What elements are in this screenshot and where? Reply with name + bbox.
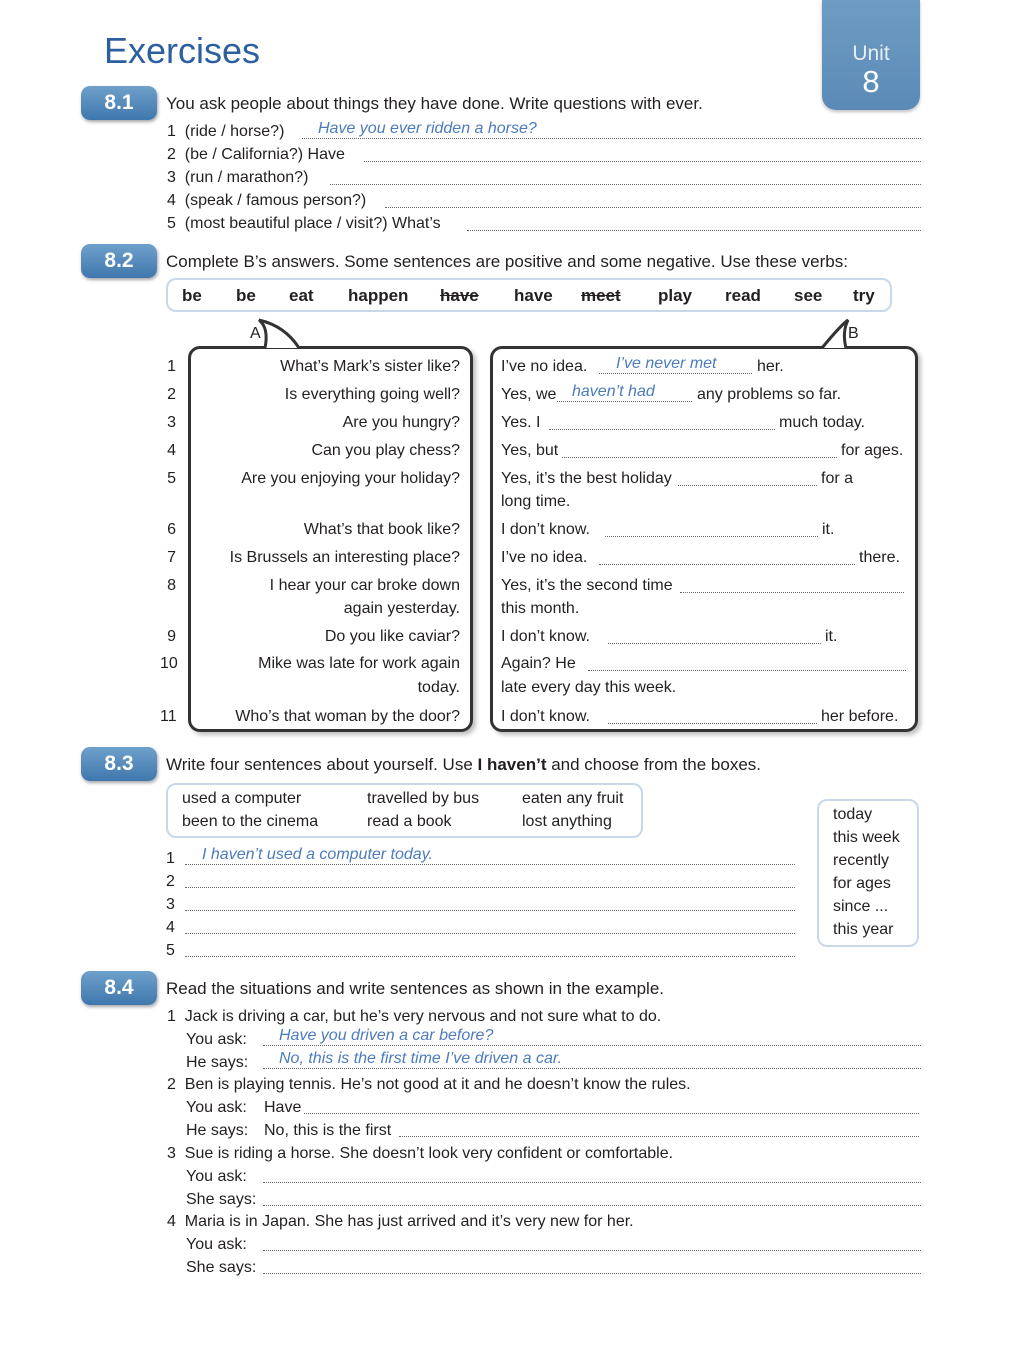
speaker-b-text: I don’t know. — [501, 521, 590, 538]
phrase-item: used a computer — [182, 790, 302, 807]
speaker-b-text-end: much today. — [779, 414, 865, 431]
speaker-a-line-cont: today. — [417, 679, 460, 696]
ex84-situation-1: 1 Jack is driving a car, but he’s very nervous and not sure what to do. — [167, 1008, 662, 1025]
unit-number: 8 — [862, 64, 880, 99]
speaker-b-text: Yes, we — [501, 386, 557, 403]
phrase-item: read a book — [367, 813, 452, 830]
verb-item: read — [725, 286, 761, 305]
unit-label: Unit — [852, 42, 890, 65]
ex81-answer-line-5[interactable] — [467, 213, 921, 231]
ex84-situation-2: 2 Ben is playing tennis. He’s not good at it and he doesn’t know the rules. — [167, 1076, 691, 1093]
row-number: 6 — [167, 521, 176, 538]
speaker-b-text: Yes, it’s the second time — [501, 577, 673, 594]
speaker-label-a: A — [250, 325, 261, 342]
exercise-8-1-instruction: You ask people about things they have done. Write questions with ever. — [166, 94, 703, 113]
ex84-say-line-3[interactable] — [263, 1188, 921, 1206]
speaker-b-text-end: it. — [825, 628, 838, 645]
ex84-situation-3: 3 Sue is riding a horse. She doesn’t look very confident or comfortable. — [167, 1145, 674, 1162]
time-item: for ages — [833, 875, 891, 892]
ex84-situation-4: 4 Maria is in Japan. She has just arrived and it’s very new for her. — [167, 1213, 634, 1230]
ex82-answer-line-11[interactable] — [608, 706, 817, 724]
exercise-badge-8-2: 8.2 — [81, 244, 157, 278]
ex83-answer-1: I haven’t used a computer today. — [202, 846, 433, 863]
you-ask-label: You ask: — [186, 1168, 247, 1185]
speaker-a-line: What’s Mark’s sister like? — [280, 358, 460, 375]
exercise-8-2-instruction: Complete B’s answers. Some sentences are positive and some negative. Use these verbs: — [166, 252, 848, 271]
speaker-a-line: Is Brussels an interesting place? — [229, 549, 460, 566]
verb-item: happen — [348, 286, 409, 305]
ex84-ask-prefix-2: Have — [264, 1099, 302, 1116]
row-number: 5 — [167, 470, 176, 487]
ex83-answer-line-5[interactable] — [185, 939, 795, 957]
speaker-a-line: I hear your car broke down — [269, 577, 460, 594]
speaker-a-line: Are you hungry? — [342, 414, 460, 431]
ex82-answer-line-9[interactable] — [608, 626, 821, 644]
speaker-b-text: I’ve no idea. — [501, 549, 588, 566]
verb-item: see — [794, 286, 823, 305]
speaker-b-text: I don’t know. — [501, 628, 590, 645]
ex82-answer-line-7[interactable] — [599, 547, 855, 565]
time-item: this week — [833, 829, 900, 846]
speaker-a-line: Mike was late for work again — [258, 655, 460, 672]
ex84-ask-answer-1: Have you driven a car before? — [279, 1027, 494, 1044]
verb-item: eat — [289, 286, 314, 305]
exercise-badge-8-4: 8.4 — [81, 971, 157, 1005]
phrase-item: travelled by bus — [367, 790, 480, 807]
speaker-a-line-cont: again yesterday. — [343, 600, 460, 617]
ex82-answer-line-3[interactable] — [549, 412, 775, 430]
ex81-answer-1: Have you ever ridden a horse? — [318, 120, 537, 137]
phrase-box — [166, 783, 643, 838]
bubble-tail-a — [255, 318, 315, 352]
ex83-answer-line-3[interactable] — [185, 893, 795, 911]
she-says-label: She says: — [186, 1259, 257, 1276]
speaker-a-line: Who’s that woman by the door? — [235, 708, 460, 725]
speaker-label-b: B — [848, 325, 859, 342]
verb-item-used: meet — [581, 286, 621, 305]
ex82-answer-1: I’ve never met — [616, 355, 717, 372]
row-number: 7 — [167, 549, 176, 566]
time-item: this year — [833, 921, 894, 938]
ex83-line-number: 1 — [166, 850, 175, 867]
ex83-line-number: 2 — [166, 873, 175, 890]
you-ask-label: You ask: — [186, 1099, 247, 1116]
verb-box — [166, 278, 892, 312]
row-number: 10 — [160, 655, 178, 672]
verb-item: have — [514, 286, 553, 305]
ex83-answer-line-2[interactable] — [185, 870, 795, 888]
ex84-ask-line-3[interactable] — [263, 1165, 921, 1183]
you-ask-label: You ask: — [186, 1031, 247, 1048]
ex82-answer-line-4[interactable] — [562, 440, 837, 458]
exercise-badge-8-3: 8.3 — [81, 747, 157, 781]
speaker-a-line: What’s that book like? — [303, 521, 460, 538]
verb-item: play — [658, 286, 693, 305]
verb-item: try — [853, 286, 875, 305]
he-says-label: He says: — [186, 1054, 249, 1071]
ex83-line-number: 5 — [166, 942, 175, 959]
row-number: 2 — [167, 386, 176, 403]
speaker-b-text-end: there. — [859, 549, 900, 566]
verb-item: be — [182, 286, 202, 305]
ex81-item-2: 2 (be / California?) Have — [167, 146, 345, 163]
ex81-answer-line-4[interactable] — [385, 190, 921, 208]
row-number: 1 — [167, 358, 176, 375]
speaker-b-text-end: any problems so far. — [697, 386, 842, 403]
ex82-answer-line-5[interactable] — [678, 468, 817, 486]
speaker-b-text-end: for a — [821, 470, 854, 487]
row-number: 3 — [167, 414, 176, 431]
speaker-a-line: Is everything going well? — [284, 386, 460, 403]
he-says-label: He says: — [186, 1122, 249, 1139]
speaker-b-text-end: it. — [822, 521, 835, 538]
you-ask-label: You ask: — [186, 1236, 247, 1253]
phrase-item: been to the cinema — [182, 813, 319, 830]
speaker-b-text: I’ve no idea. — [501, 358, 588, 375]
time-item: today — [833, 806, 873, 823]
speaker-a-line: Can you play chess? — [311, 442, 460, 459]
speaker-b-text: Again? He — [501, 655, 576, 672]
speaker-b-text-cont: this month. — [501, 600, 580, 617]
phrase-item: lost anything — [522, 813, 612, 830]
ex81-item-4: 4 (speak / famous person?) — [167, 192, 367, 209]
speaker-b-text-cont: late every day this week. — [501, 679, 677, 696]
ex83-answer-line-4[interactable] — [185, 916, 795, 934]
exercise-8-4-instruction: Read the situations and write sentences as shown in the example. — [166, 979, 665, 998]
verb-item: be — [236, 286, 256, 305]
ex84-ask-line-2[interactable] — [304, 1096, 919, 1114]
speaker-b-text-cont: long time. — [501, 493, 571, 510]
ex83-line-number: 4 — [166, 919, 175, 936]
speaker-b-text-end: for ages. — [841, 442, 904, 459]
she-says-label: She says: — [186, 1191, 257, 1208]
ex82-answer-2: haven’t had — [572, 383, 655, 400]
speaker-b-text: Yes. I — [501, 414, 541, 431]
phrase-item: eaten any fruit — [522, 790, 624, 807]
time-item: recently — [833, 852, 890, 869]
ex84-say-line-4[interactable] — [263, 1256, 921, 1274]
speaker-b-text-end: her. — [757, 358, 784, 375]
speaker-a-line: Are you enjoying your holiday? — [241, 470, 460, 487]
unit-tab — [822, 0, 920, 110]
row-number: 11 — [160, 708, 177, 725]
verb-item-used: have — [440, 286, 479, 305]
exercise-8-3-instruction: Write four sentences about yourself. Use I haven’t and choose from the boxes. — [166, 755, 762, 774]
speaker-a-line: Do you like caviar? — [324, 628, 460, 645]
ex81-answer-line-2[interactable] — [364, 144, 921, 162]
page-title: Exercises — [104, 30, 261, 71]
row-number: 4 — [167, 442, 176, 459]
ex84-say-prefix-2: No, this is the first — [264, 1122, 392, 1139]
speaker-b-text: Yes, it’s the best holiday — [501, 470, 672, 487]
speaker-b-text: I don’t know. — [501, 708, 590, 725]
ex81-item-3: 3 (run / marathon?) — [167, 169, 309, 186]
ex82-answer-line-10[interactable] — [588, 653, 906, 671]
speaker-b-text-end: her before. — [821, 708, 899, 725]
ex82-answer-line-6[interactable] — [605, 519, 818, 537]
time-item: since ... — [833, 898, 889, 915]
row-number: 9 — [167, 628, 176, 645]
time-box — [817, 799, 919, 947]
ex83-line-number: 3 — [166, 896, 175, 913]
ex82-answer-line-8[interactable] — [680, 575, 904, 593]
speaker-b-text: Yes, but — [501, 442, 559, 459]
ex84-say-line-2[interactable] — [399, 1119, 919, 1137]
ex84-ask-line-4[interactable] — [263, 1233, 921, 1251]
row-number: 8 — [167, 577, 176, 594]
bubble-tail-b — [810, 318, 870, 352]
ex84-say-answer-1: No, this is the first time I’ve driven a car. — [279, 1050, 563, 1067]
exercise-badge-8-1: 8.1 — [81, 86, 157, 120]
ex81-item-1: 1 (ride / horse?) — [167, 123, 285, 140]
ex81-item-5: 5 (most beautiful place / visit?) What’s — [167, 215, 441, 232]
ex81-answer-line-3[interactable] — [330, 167, 921, 185]
